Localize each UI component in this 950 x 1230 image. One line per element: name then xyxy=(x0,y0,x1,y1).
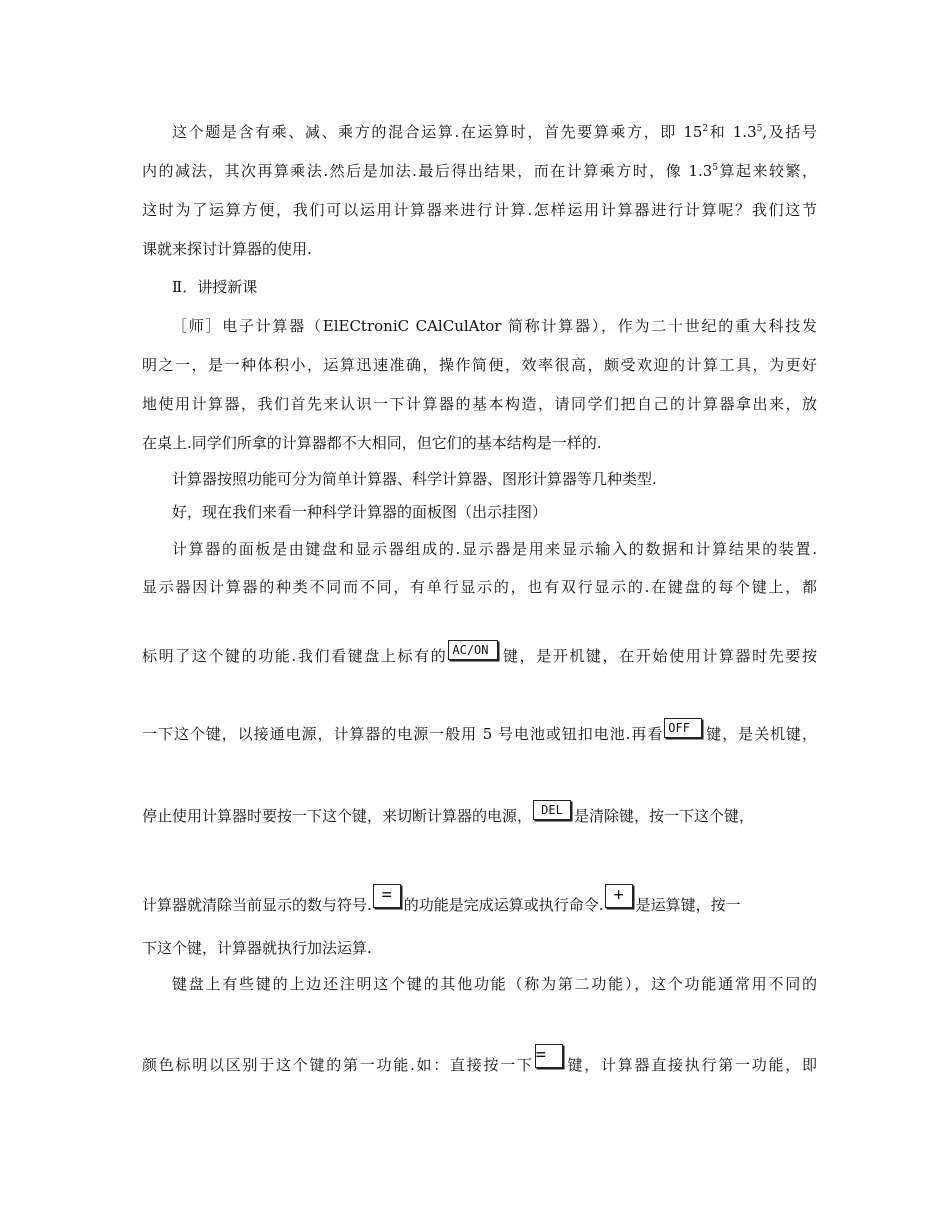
text-run: 和 1.3 xyxy=(708,123,757,141)
paragraph-6-line-1: 键盘上有些键的上边还注明这个键的其他功能（称为第二功能），这个功能通常用不同的 xyxy=(172,975,817,993)
text-run: 是清除键，按一下这个键， xyxy=(574,807,755,825)
text-run: ,及括号 xyxy=(762,123,817,141)
text-run: 内的减法，其次再算乘法.然后是加法.最后得出结果，而在计算乘方时，像 1.3 xyxy=(142,162,713,180)
text-run: 标明了这个键的功能.我们看键盘上标有的 xyxy=(142,647,448,665)
paragraph-5-line-7: 下这个键，计算器就执行加法运算. xyxy=(142,939,372,957)
text-run: 的功能是完成运算或执行命令. xyxy=(403,896,604,914)
paragraph-1-line-2 xyxy=(142,161,817,181)
superscript: 5 xyxy=(756,124,763,134)
section-heading: Ⅱ．讲授新课 xyxy=(172,278,258,296)
text-run: 键，计算器直接执行第一功能，即 xyxy=(565,1056,817,1074)
paragraph-1-line-4: 课就来探讨计算器的使用. xyxy=(142,240,312,258)
paragraph-1-line-3: 这时为了运算方便，我们可以运用计算器来进行计算.怎样运用计算器进行计算呢？我们这节 xyxy=(142,201,817,219)
paragraph-6-line-2 xyxy=(142,1044,817,1078)
text-run: 一下这个键，以接通电源，计算器的电源一般用 5 号电池或钮扣电池.再看 xyxy=(142,725,664,743)
plus-key-icon: + xyxy=(605,884,633,908)
text-run: 停止使用计算器时要按一下这个键，来切断计算器的电源， xyxy=(142,807,533,825)
paragraph-2-line-2: 明之一，是一种体积小，运算迅速准确，操作简便，效率很高，颇受欢迎的计算工具，为更好 xyxy=(142,356,817,374)
paragraph-5-line-5 xyxy=(142,800,817,828)
paragraph-1-line-1 xyxy=(172,122,817,142)
text-run: 这个题是含有乘、减、乘方的混合运算.在运算时，首先要算乘方，即 15 xyxy=(172,123,703,141)
text-run: 算起来较繁， xyxy=(718,162,817,180)
paragraph-2-line-4: 在桌上.同学们所拿的计算器都不大相同，但它们的基本结构是一样的. xyxy=(142,434,602,452)
superscript: 2 xyxy=(702,124,709,134)
text-run: 颜色标明以区别于这个键的第一功能.如：直接按一下 xyxy=(142,1056,534,1074)
del-key-icon: DEL xyxy=(533,800,571,820)
paragraph-5-line-3 xyxy=(142,640,817,668)
equals-key-icon: = xyxy=(535,1044,563,1068)
ac-on-key-icon: AC/ON xyxy=(448,640,498,660)
paragraph-5-line-4 xyxy=(142,718,817,746)
paragraph-5-line-1: 计算器的面板是由键盘和显示器组成的.显示器是用来显示输入的数据和计算结果的装置. xyxy=(172,540,817,558)
paragraph-2-line-3: 地使用计算器，我们首先来认识一下计算器的基本构造，请同学们把自己的计算器拿出来，放 xyxy=(142,395,817,413)
paragraph-4: 好，现在我们来看一种科学计算器的面板图（出示挂图） xyxy=(172,503,548,521)
paragraph-5-line-2: 显示器因计算器的种类不同而不同，有单行显示的，也有双行显示的.在键盘的每个键上，都 xyxy=(142,578,817,596)
off-key-icon: OFF xyxy=(664,718,702,738)
superscript: 5 xyxy=(712,163,719,173)
text-run: 计算器就清除当前显示的数与符号. xyxy=(142,896,372,914)
paragraph-3: 计算器按照功能可分为简单计算器、科学计算器、图形计算器等几种类型. xyxy=(172,470,657,488)
paragraph-2-line-1: ［师］电子计算器（ElECtroniC CAlCulAtor 简称计算器），作为二十世纪的重大科技发 xyxy=(172,317,817,335)
text-run: 键，是开机键，在开始使用计算器时先要按 xyxy=(501,647,817,665)
equals-key-icon: = xyxy=(373,884,401,908)
text-run: 是运算键，按一 xyxy=(635,896,741,914)
paragraph-5-line-6 xyxy=(142,884,817,918)
text-run: 键，是关机键， xyxy=(705,725,817,743)
